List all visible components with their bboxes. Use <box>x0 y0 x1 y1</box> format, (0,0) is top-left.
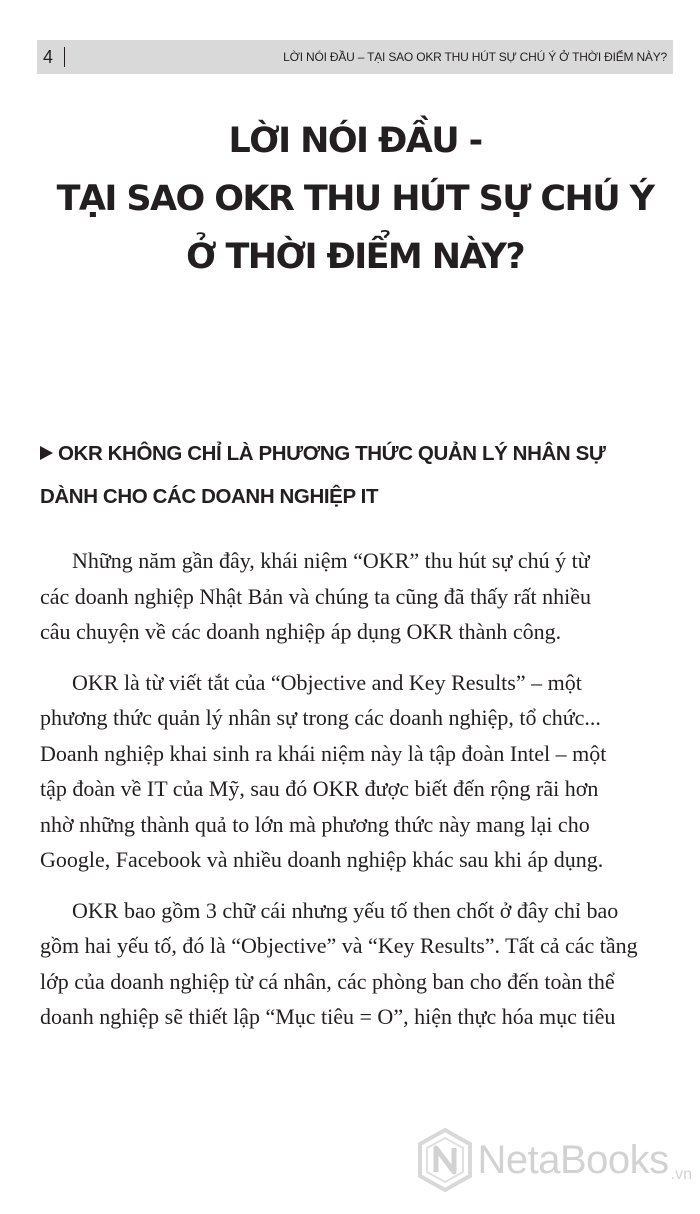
text-line: lớp của doanh nghiệp từ cá nhân, các phòng ban cho đến toàn thể <box>40 968 615 994</box>
paragraph <box>40 893 670 1035</box>
chapter-title <box>40 112 670 286</box>
section-heading <box>40 432 680 518</box>
text-line: tập đoàn về IT của Mỹ, sau đó OKR được biết đến rộng rãi hơn <box>40 776 599 801</box>
chapter-title-line: TẠI SAO OKR THU HÚT SỰ CHÚ Ý <box>56 179 654 219</box>
text-line: OKR bao gồm 3 chữ cái nhưng yếu tố then chốt ở đây chỉ bao <box>72 897 619 923</box>
text-line: Google, Facebook và nhiều doanh nghiệp khác sau khi áp dụng. <box>40 847 604 872</box>
text-line: Những năm gần đây, khái niệm “OKR” thu hút sự chú ý từ <box>72 548 590 573</box>
section-heading-line: DÀNH CHO CÁC DOANH NGHIỆP IT <box>40 485 379 508</box>
text-line: các doanh nghiệp Nhật Bản và chúng ta cũng đã thấy rất nhiều <box>40 583 592 609</box>
running-head: LỜI NÓI ĐẦU – TẠI SAO OKR THU HÚT SỰ CHÚ Ý Ở THỜI ĐIỂM NÀY? <box>283 50 667 64</box>
chapter-title-line: LỜI NÓI ĐẦU - <box>228 121 482 161</box>
section-heading-line <box>40 432 680 475</box>
text-line: doanh nghiệp sẽ thiết lập “Mục tiêu = O”, hiện thực hóa mục tiêu <box>40 1004 616 1029</box>
watermark-text: NetaBooks <box>477 1137 669 1182</box>
text-line: câu chuyện về các doanh nghiệp áp dụng OKR thành công. <box>40 619 562 644</box>
paragraph <box>40 665 670 878</box>
text-line: Doanh nghiệp khai sinh ra khái niệm này là tập đoàn Intel – một <box>40 740 607 766</box>
chapter-title-line: Ở THỜI ĐIỂM NÀY? <box>185 237 525 277</box>
text-line: nhờ những thành quả to lớn mà phương thức này mang lại cho <box>40 811 590 837</box>
netabooks-logo-icon <box>417 1128 473 1192</box>
header-divider <box>64 47 65 67</box>
watermark <box>417 1128 692 1192</box>
arrow-right-icon <box>40 446 53 460</box>
text-line: phương thức quản lý nhân sự trong các doanh nghiệp, tổ chức... <box>40 705 601 730</box>
paragraph <box>40 543 670 650</box>
page-number: 4 <box>43 47 54 67</box>
text-line: OKR là từ viết tắt của “Objective and Key Results” – một <box>72 669 582 695</box>
text-line: gồm hai yếu tố, đó là “Objective” và “Key Results”. Tất cả các tầng <box>40 933 638 958</box>
body-text <box>40 543 670 1050</box>
watermark-suffix: .vn <box>670 1166 692 1183</box>
section-heading-text: OKR KHÔNG CHỈ LÀ PHƯƠNG THỨC QUẢN LÝ NHÂN SỰ <box>58 442 606 465</box>
